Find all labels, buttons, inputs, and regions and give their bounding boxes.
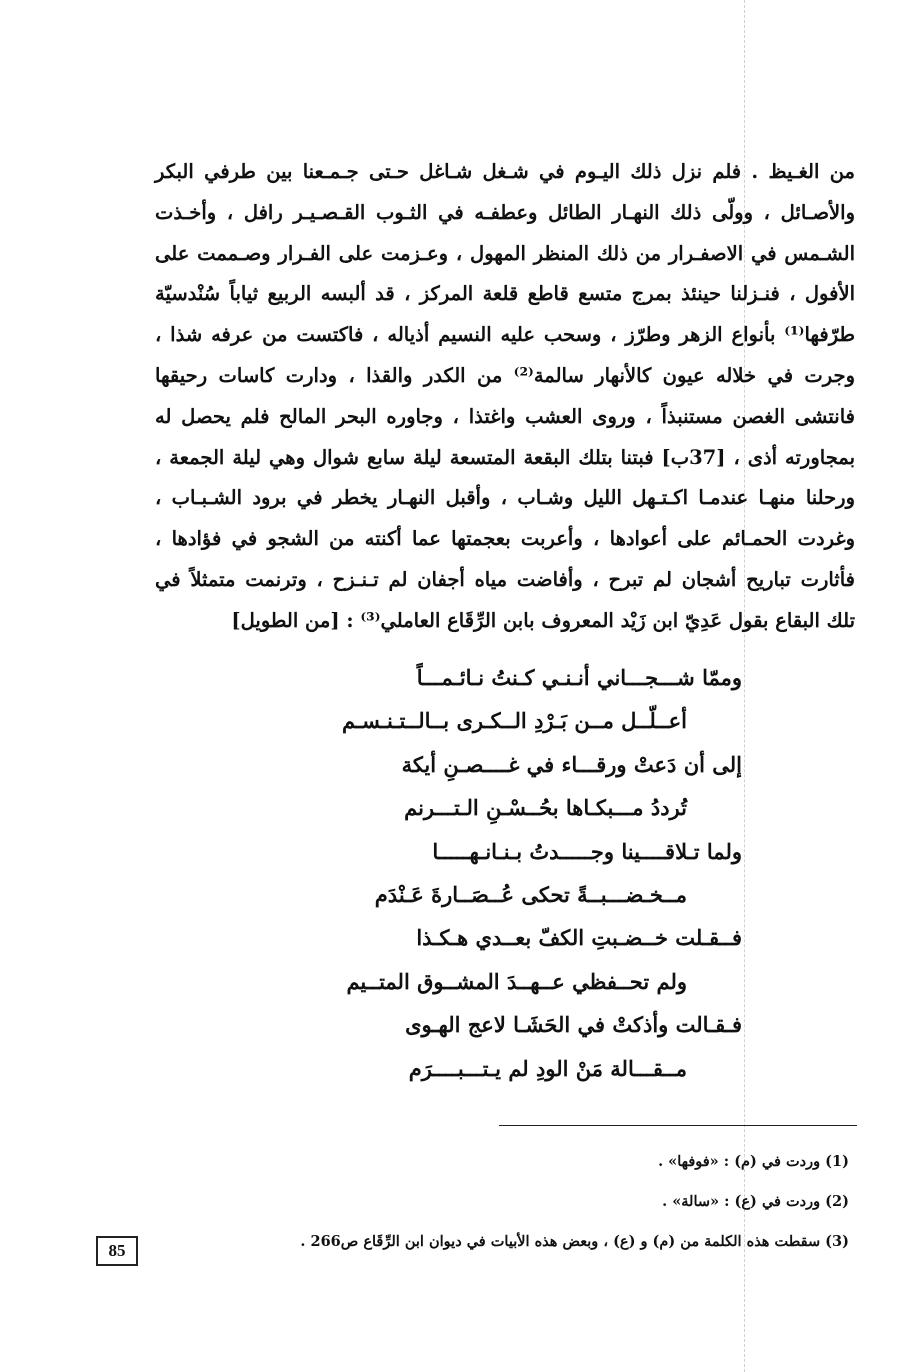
verse-first-hemistich: إلى أن دَعتْ ورقـــاء في غــــصـنِ أيكة	[401, 751, 742, 777]
verse-second-hemistich: مــقـــالة مَنْ الودِ لم يـتـــبــــرَم	[408, 1055, 687, 1081]
verse-second-hemistich: ولم تحــفظي عــهــدَ المشــوق المتــيم	[346, 968, 687, 994]
verse-first-hemistich: فـقـالت وأذكتْ في الحَشَـا لاعج الهـوى	[405, 1012, 742, 1038]
prose-line: ورحلنا منهـا عندمـا اكـتـهل الليل وشـاب ، وأقبل النهـار يخطر في برود الشـبـاب ،	[155, 486, 855, 510]
verse-second-hemistich: تُرددُ مـــبكـاها بحُــسْـنِ الـتـــرنم	[404, 795, 687, 821]
footnote: (1) وردت في (م) : «فوفها» .	[658, 1153, 849, 1170]
prose-line: وجرت في خلاله عيون كالأنهار سالمة⁽²⁾ من الكدر والقذا ، ودارت كاسات رحيقها	[155, 363, 856, 387]
prose-paragraph	[155, 152, 855, 642]
prose-line: تلك البقاع بقول عَدِيّ ابن زَيْد المعروف بابن الرِّقَاع العاملي⁽³⁾ : [من الطويل]	[231, 608, 855, 632]
verse-first-hemistich: فــقـلت خــضـبتِ الكفّ بعــدي هـكـذا	[416, 925, 742, 951]
footnotes	[149, 1142, 849, 1262]
prose-line: فأثارت تباريح أشجان لم تبرح ، وأفاضت مياه أجفان لم تـنـزح ، وترنمت متمثلاً في	[155, 567, 855, 591]
verse-second-hemistich: مــخـضـــبــةً تحكى عُــصَــارةَ عَـنْدَم	[374, 881, 687, 907]
footnote: (3) سقطت هذه الكلمة من (م) و (ع) ، وبعض هذه الأبيات في ديوان ابن الرِّقَاع ص266 .	[300, 1233, 849, 1250]
footnote: (2) وردت في (ع) : «سالة» .	[662, 1193, 849, 1210]
poem-block	[262, 656, 742, 1090]
prose-line: من الغـيظ . فلم نزل ذلك اليـوم في شـغل شـاغل حـتى جـمـعنا بين طرفي البكر	[155, 160, 855, 183]
verse-second-hemistich: أعــلّــل مــن بَـرْدِ الــكـرى بــالــتـنـسـم	[342, 708, 687, 734]
prose-line: بمجاورته أذى ، [37ب] فبتنا بتلك البقعة المتسعة ليلة سابع شوال وهي ليلة الجمعة ،	[155, 445, 855, 469]
prose-line: الأفول ، فنـزلنا حينئذ بمرج متسع قاطع قلعة المركز ، قد ألبسه الربيع ثياباً سُنْدسيّة	[155, 282, 855, 306]
page-number: 85	[96, 1236, 138, 1266]
verse-first-hemistich: ولما تـلاقــــينا وجـــــدتُ بـنـانـهـــــا	[432, 838, 742, 864]
prose-line: طرّفها⁽¹⁾ بأنواع الزهر وطرّز ، وسحب عليه النسيم أذياله ، فاكتست من عرفه شذا ،	[155, 323, 855, 347]
prose-line: الشـمس في الاصفـرار من ذلك المنظر المهول ، وعـزمت على الفـرار وصـممت على	[155, 241, 855, 265]
verse-first-hemistich: وممّا شـــجـــاني أنـنـي كـنتُ نـائـمـــاً	[416, 665, 742, 690]
footnote-separator	[499, 1125, 857, 1126]
prose-line: والأصـائل ، وولّى ذلك النهـار الطائل وعطفـه في الثـوب القـصـيـر رافل ، وأخـذت	[155, 200, 855, 224]
prose-line: فانتشى الغصن مستنبذاً ، وروى العشب واغتذا ، وجاوره البحر المالح فلم يحصل له	[155, 404, 855, 428]
prose-line: وغردت الحمـائم على أعوادها ، وأعربت بعجمتها عما أكنته من الشجو في فؤادها ،	[155, 527, 855, 551]
